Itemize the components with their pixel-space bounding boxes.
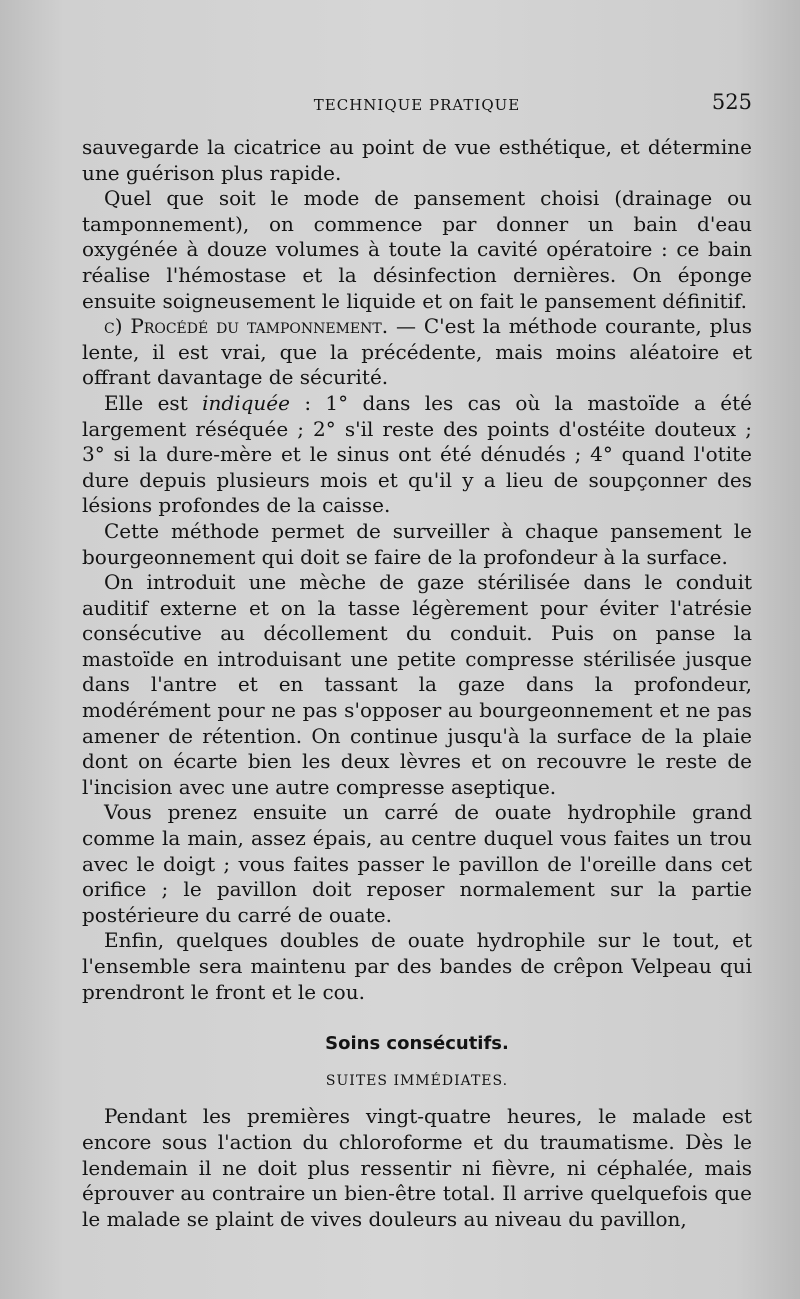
paragraph-6: On introduit une mèche de gaze stérilisée dans le conduit auditif externe et on la tasse légèrement pour éviter l'atrésie consécutive au décollement du conduit. Puis on panse la mastoïde en introduisant une petite compresse stérilisée jusque dans l'antre et en tassant la gaze dans la profondeur, modérément pour ne pas s'opposer au bourgeonnement et ne pas amener de rétention. On continue jusqu'à la surface de la plaie dont on écarte bien les deux lèvres et on recouvre le reste de l'incision avec une autre compresse aseptique.: [82, 570, 752, 799]
paragraph-8: Enfin, quelques doubles de ouate hydrophile sur le tout, et l'ensemble sera maintenu par des bandes de crêpon Velpeau qui prendront le front et le cou.: [82, 928, 752, 1004]
paragraph-4-start: Elle est: [104, 390, 203, 415]
page-number: 525: [711, 90, 752, 114]
paragraph-5: Cette méthode permet de surveiller à chaque pansement le bourgeonnement qui doit se faire de la profondeur à la surface.: [82, 518, 752, 569]
paragraph-9: Pendant les premières vingt-quatre heures, le malade est encore sous l'action du chloroforme et du traumatisme. Dès le lendemain il ne doit plus ressentir ni fièvre, ni céphalée, mais éprouver au contraire un bien-être total. Il arrive quelquefois que le malade se plaint de vives douleurs au niveau du pavillon,: [82, 1104, 752, 1231]
procedure-label: c) Procédé du tamponnement.: [104, 314, 389, 339]
paragraph-3: [82, 314, 752, 391]
section-title: Soins consécutifs.: [325, 1033, 509, 1055]
paragraph-4: [82, 391, 752, 519]
paragraph-2: Quel que soit le mode de pansement choisi (drainage ou tamponnement), on commence par donner un bain d'eau oxygénée à douze volumes à toute la cavité opératoire : ce bain réalise l'hémostase et la désinfection dernières. On éponge ensuite soigneusement le liquide et on fait le pansement définitif.: [82, 186, 752, 313]
paragraph-1: sauvegarde la cicatrice au point de vue esthétique, et détermine une guérison plus rapide.: [82, 135, 752, 185]
running-header: [82, 90, 752, 120]
paragraph-4-text: : 1° dans les cas où la mastoïde a été largement réséquée ; 2° s'il reste des points d'ostéite douteux ; 3° si la dure-mère et le sinus ont été dénudés ; 4° quand l'otite dure depuis plusieurs mois et qu'il y a lieu de soupçonner des lésions profondes de la caisse.: [82, 390, 752, 518]
running-title: TECHNIQUE PRATIQUE: [313, 96, 521, 114]
paragraph-3-text: — C'est la méthode courante, plus lente, il est vrai, que la précédente, mais moins aléatoire et offrant davantage de sécurité.: [82, 314, 752, 390]
paragraph-7: Vous prenez ensuite un carré de ouate hydrophile grand comme la main, assez épais, au centre duquel vous faites un trou avec le doigt ; vous faites passer le pavillon de l'oreille dans cet orifice ; le pavillon doit reposer normalement sur la partie postérieure du carré de ouate.: [82, 800, 752, 927]
body-text: [82, 135, 752, 1232]
subsection-title: SUITES IMMÉDIATES.: [325, 1072, 509, 1089]
paragraph-4-emphasis: indiquée: [202, 390, 290, 415]
